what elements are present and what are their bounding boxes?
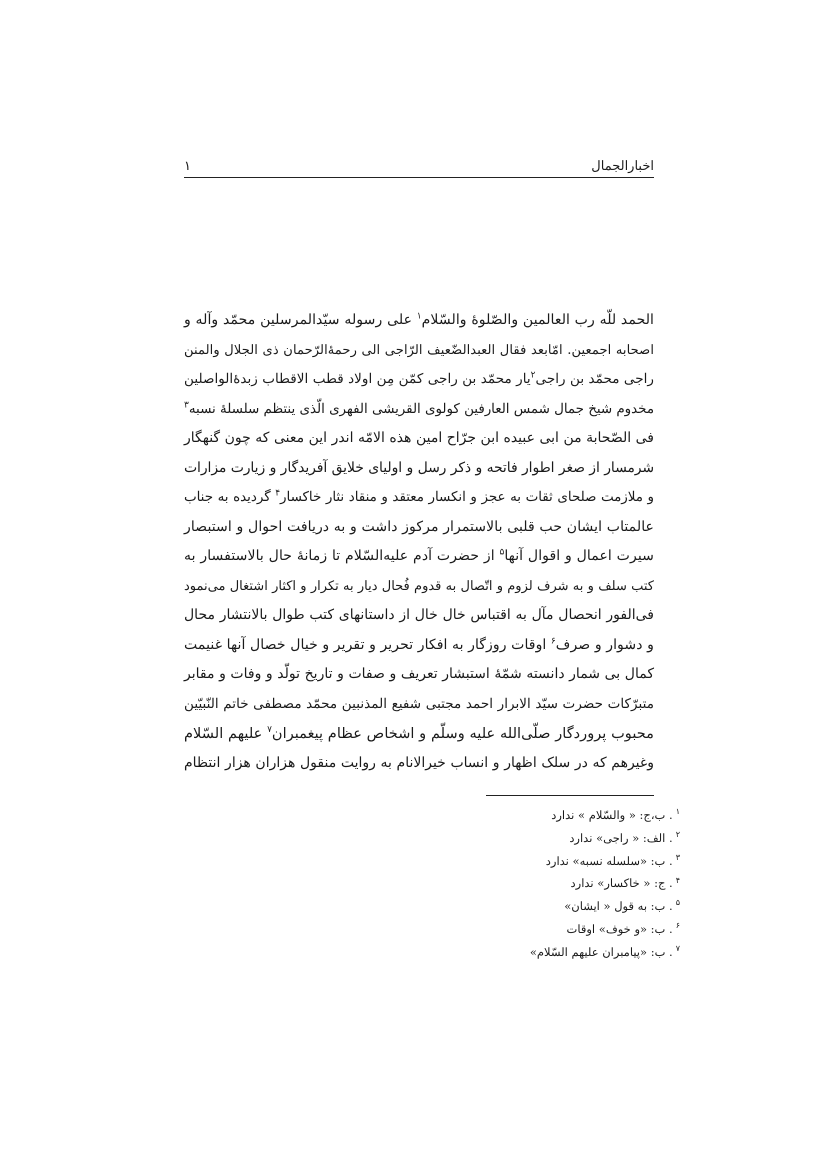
body-text-run: راجی محمّد بن راجی [535, 371, 655, 387]
body-text-run: و دشوار و صرف [555, 636, 654, 653]
footnote-text: . الف: « راجی» ندارد [569, 830, 673, 845]
body-line [184, 572, 654, 602]
footnote-number: ۳ [675, 852, 680, 862]
body-text-run: و ملازمت صلحای ثقات به عجز و انکسار معتقد و منقاد نثار خاکسار [280, 490, 654, 505]
footnote-reference: ۷ [267, 725, 272, 736]
footnote [420, 850, 680, 873]
body-text-run: علی رسوله سیّدالمرسلین محمّد وآله و [184, 312, 417, 328]
footnote-reference: ۵ [499, 547, 505, 558]
body-line [184, 542, 654, 572]
footnote [420, 827, 680, 850]
running-title: اخبارالجمال [591, 159, 654, 174]
body-line [184, 483, 654, 513]
footnote [420, 804, 680, 827]
footnote-reference: ۴ [275, 488, 281, 499]
body-text-run: از حضرت آدم علیه‌السّلام تا زمانۀ حال بالاستفسار به [184, 548, 500, 564]
body-text-run: فی‌الفور انحصال مآل به اقتباس خال خال از داستانهای کتب طوال بالانتشار محال [184, 607, 654, 623]
body-text-run: فی الصّحابة من ابی عبیده ابن جرّاح امین هذه الامّه اندر این معنی که چون گنهگار [184, 430, 654, 446]
body-text-run: کمال بی شمار دانسته شمّۀ استبشار تعریف و صفات و تاریخ تولّد و وفات و مقابر [184, 666, 654, 682]
body-text-run: وغیرهم که در سلک اظهار و انساب خیرالانام به روایت منقول هزاران هزار انتظام [184, 754, 654, 771]
body-text-run: محبوب پروردگار صلّی‌الله علیه وسلّم و اشخاص عظام پیغمبران [271, 725, 654, 742]
body-line [184, 424, 654, 454]
body-line [184, 395, 654, 425]
footnote-text: . ب: «و خوف» اوقات [566, 921, 673, 936]
body-text-run: کتب سلف و به شرف لزوم و اتّصال به قدوم فُحال دیار به تکرار و اکثار اشتغال می‌نمود [184, 578, 654, 594]
body-line [184, 660, 654, 690]
footnote-text: . ب: «سلسله نسبه» ندارد [545, 853, 673, 868]
body-line [184, 631, 654, 661]
footnote-text: . ج: « خاکسار» ندارد [570, 876, 673, 891]
running-header [184, 150, 654, 174]
body-text-run: الحمد للّه رب العالمین والصّلوۀ والسّلام [421, 312, 654, 328]
body-text-run: متبرّکات حضرت سیّد الابرار احمد مجتبی شفیع المذنبین محمّد مصطفی خاتم النّبیّین [184, 695, 654, 712]
footnote [420, 941, 680, 964]
footnote-reference: ۲ [530, 370, 536, 381]
body-line [184, 513, 654, 543]
body-text-run: علیهم السّلام [184, 725, 268, 742]
footnote-rule [486, 795, 654, 796]
body-text-run: عالمتاب ایشان حب قلبی بالاستمرار مرکوز داشت و به دریافت احوال و استبصار [184, 518, 654, 535]
body-line [184, 601, 654, 631]
footnote-reference: ۳ [184, 400, 189, 411]
body-text-run: سیرت اعمال و اقوال آنها [504, 548, 654, 564]
footnote-number: ۲ [675, 829, 680, 839]
footnote-text: . ب،ج: « والسّلام » ندارد [551, 808, 673, 822]
body-line [184, 336, 654, 366]
body-text-run: مخدوم شیخ جمال شمس العارفین کولوی القریشی الفهری الّذی ینتظم سلسلۀ نسبه [188, 401, 654, 417]
footnote-text: . ب: به قول « ایشان» [564, 899, 673, 914]
footnote-text: . ب: «پیامبران علیهم السّلام» [529, 944, 673, 959]
footnote-number: ۵ [675, 898, 680, 908]
body-line [184, 690, 654, 720]
header-rule [184, 177, 654, 178]
body-line [184, 306, 654, 336]
footnote-number: ۷ [675, 943, 680, 953]
body-line [184, 719, 654, 749]
body-line [184, 749, 654, 779]
body-text-run: یار محمّد بن راجی کمّن مِن اولاد قطب الاقطاب زبدۀالواصلین [184, 371, 531, 387]
body-text-run: گردیده به جناب [184, 490, 276, 505]
footnote-reference: ۶ [550, 635, 556, 646]
footnote-number: ۱ [675, 807, 680, 817]
footnote-number: ۴ [675, 875, 680, 885]
body-line [184, 454, 654, 484]
footnote [420, 918, 680, 941]
page-number: ۱ [184, 159, 191, 174]
body-text [184, 306, 654, 778]
footnote [420, 872, 680, 895]
body-line [184, 365, 654, 395]
footnotes [420, 804, 680, 964]
footnote-reference: ۱ [416, 311, 422, 322]
footnote [420, 895, 680, 918]
footnote-number: ۶ [675, 921, 680, 931]
body-text-run: اصحابه اجمعین. امّابعد فقال العبدالضّعیف الرّاجی الی رحمۀالرّحمان ذی الجلال والمنن [184, 342, 654, 358]
body-text-run: اوقات روزگار به افکار تحریر و تقریر و خیال خصال آنها غنیمت [184, 636, 551, 653]
body-text-run: شرمسار از صغر اطوار فاتحه و ذکر رسل و اولیای خلایق آفریدگار و زیارت مزارات [184, 459, 654, 476]
